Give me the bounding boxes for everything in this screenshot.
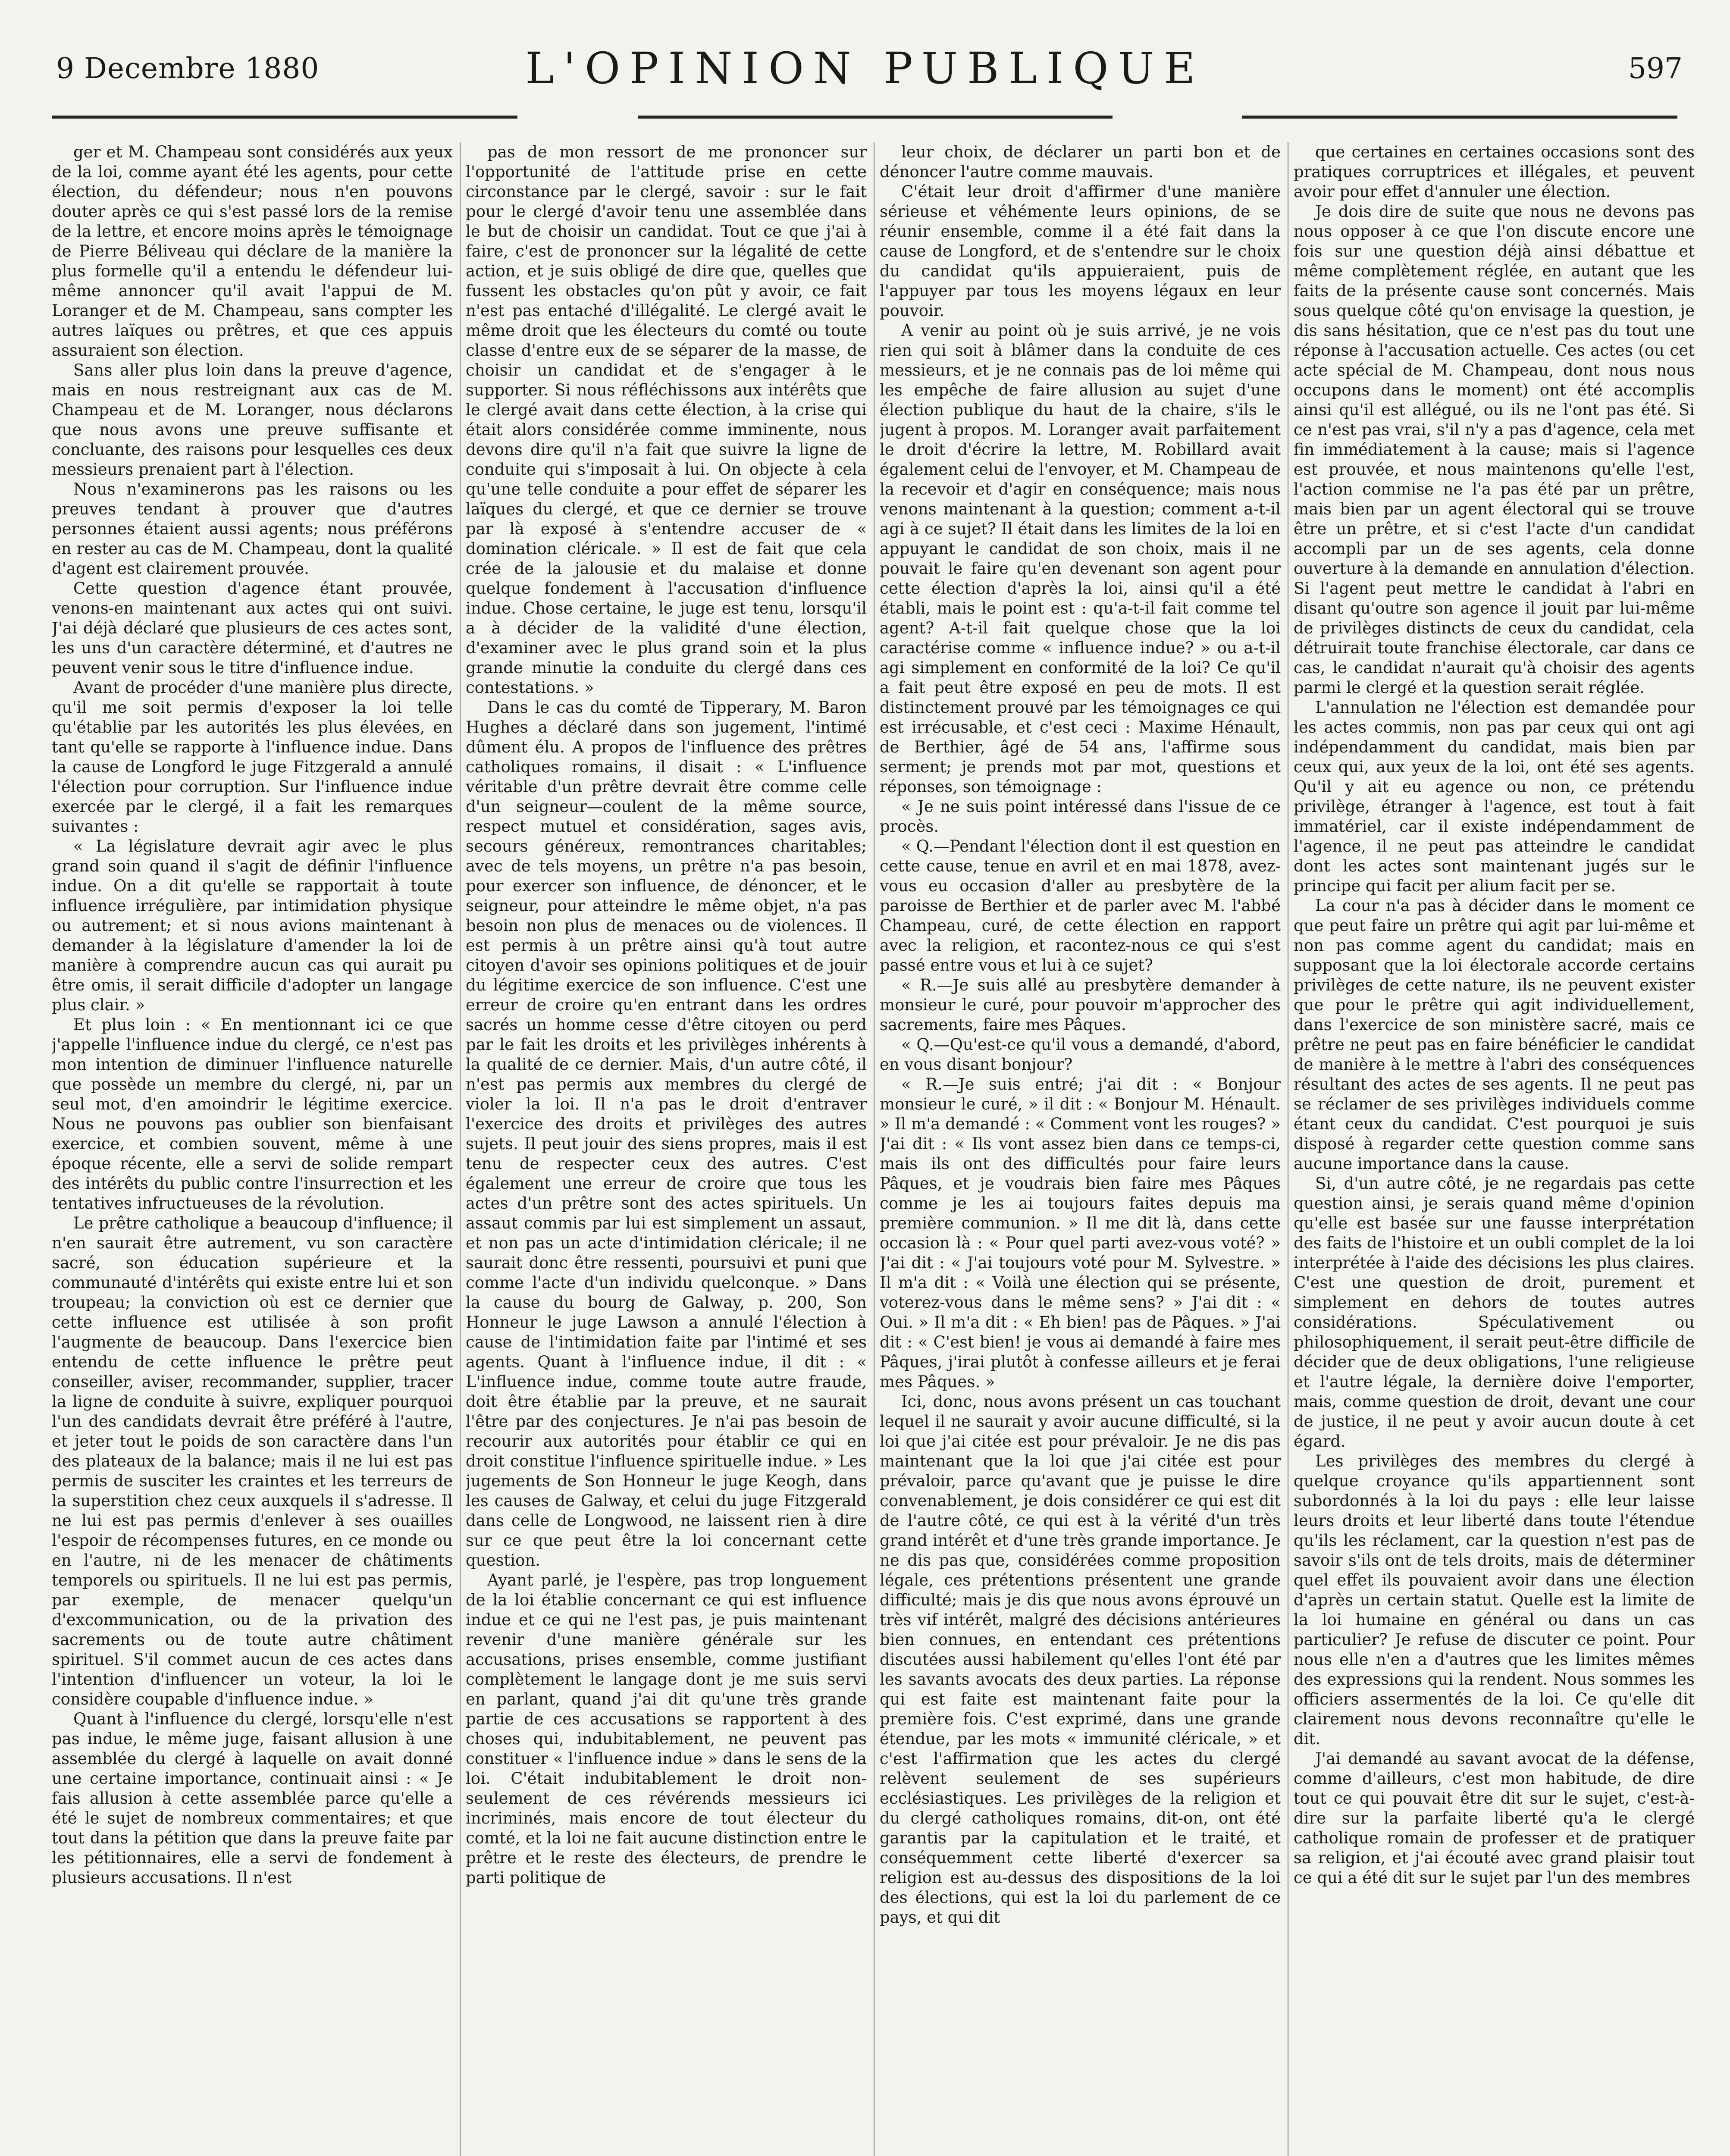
paragraph: A venir au point où je suis arrivé, je ne vois rien qui soit à blâmer dans la conduite de ces messieurs, et je ne connais pas de loi même qui les empêche de faire allusion au sujet d'une élection publique du haut de la chaire, s'ils le jugent à propos. M. Loranger avait parfaitement le droit d'écrire la lettre, M. Robillard avait également celui de l'envoyer, et M. Champeau de la recevoir et d'agir en conséquence; mais nous venons maintenant à la question; comment a-t-il agi à ce sujet? Il était dans les limites de la loi en appuyant le candidat de son choix, mais il ne pouvait le faire qu'en devenant son agent pour cette élection d'après la loi, ainsi qu'il a été établi, mais le point est : qu'a-t-il fait comme tel agent? A-t-il fait quelque chose que la loi caractérise comme « influence indue? » ou a-t-il agi simplement en conformité de la loi? Ce qu'il a fait peut être exposé en peu de mots. Il est distinctement prouvé par les témoignages ce qui est irrécusable, et c'est ceci : Maxime Hénault, de Berthier, âgé de 54 ans, l'affirme sous serment; je prends mot par mot, questions et réponses, son témoignage : <box>880 321 1281 796</box>
paragraph: La cour n'a pas à décider dans le moment ce que peut faire un prêtre qui agit par lui-même et non pas comme agent du candidat; mais en supposant que la loi électorale accorde certains privilèges de cette nature, ils ne peuvent exister que pour le prêtre qui agit individuellement, dans l'exercice de son ministère sacré, mais ce prêtre ne peut pas en faire bénéficier le candidat de manière à le mettre à l'abri des conséquences résultant des actes de ses agents. Il ne peut pas se réclamer de ses privilèges individuels comme étant ceux du candidat. C'est pourquoi je suis disposé à regarder cette question comme sans aucune importance dans la cause. <box>1294 896 1695 1173</box>
text-column-1 <box>52 142 453 2156</box>
paragraph: J'ai demandé au savant avocat de la défense, comme d'ailleurs, c'est mon habitude, de dire tout ce qui pouvait être dit sur le sujet, c'est-à-dire sur la parfaite liberté qu'a le clergé catholique romain de professer et de pratiquer sa religion, et j'ai écouté avec grand plaisir tout ce qui a été dit sur le sujet par l'un des membres <box>1294 1749 1695 1887</box>
paragraph: « La législature devrait agir avec le plus grand soin quand il s'agit de définir l'influence indue. On a dit qu'elle se rapportait à toute influence irrégulière, par intimidation physique ou autrement; et si nous avions maintenant à demander à la législature d'amender la loi de manière à comprendre aucun cas qui aurait pu être omis, il serait difficile d'adopter un langage plus clair. » <box>52 837 453 1014</box>
column-divider <box>460 142 461 2156</box>
page-number: 597 <box>1628 52 1683 85</box>
page-header <box>0 0 1730 116</box>
paragraph: « Q.—Pendant l'élection dont il est question en cette cause, tenue en avril et en mai 1878, avez-vous eu occasion d'aller au presbytère de la paroisse de Berthier et de parler avec M. l'abbé Champeau, curé, de cette élection en rapport avec la religion, et racontez-nous ce qui s'est passé entre vous et lui à ce sujet? <box>880 837 1281 975</box>
paragraph: leur choix, de déclarer un parti bon et de dénoncer l'autre comme mauvais. <box>880 143 1281 181</box>
issue-date: 9 Decembre 1880 <box>56 52 320 85</box>
paragraph: « R.—Je suis entré; j'ai dit : « Bonjour monsieur le curé, » il dit : « Bonjour M. Hénault. » Il m'a demandé : « Comment vont les rouges? » J'ai dit : « Ils vont assez bien dans ce temps-ci, mais ils ont des difficultés pour faire leurs Pâques, et je voudrais bien faire mes Pâques comme je les ai toujours faites depuis ma première communion. » Il me dit là, dans cette occasion là : « Pour quel parti avez-vous voté? » J'ai dit : « J'ai toujours voté pour M. Sylvestre. » Il m'a dit : « Voilà une élection qui se présente, voterez-vous dans le même sens? » J'ai dit : « Oui. » Il m'a dit : « Eh bien! pas de Pâques. » J'ai dit : « C'est bien! je vous ai demandé à faire mes Pâques, j'irai plutôt à confesse ailleurs et je ferai mes Pâques. » <box>880 1075 1281 1391</box>
paragraph: ger et M. Champeau sont considérés aux yeux de la loi, comme ayant été les agents, pour cette élection, du défendeur; nous n'en pouvons douter après ce qui s'est passé lors de la remise de la lettre, et encore moins après le témoignage de Pierre Béliveau qui déclare de la manière la plus formelle qu'il a entendu le défendeur lui-même annoncer qu'il avait l'appui de M. Loranger et de M. Champeau, sans compter les autres laïques ou prêtres, et que ces appuis assuraient son élection. <box>52 143 453 360</box>
paragraph: Nous n'examinerons pas les raisons ou les preuves tendant à prouver que d'autres personnes étaient aussi agents; nous préférons en rester au cas de M. Champeau, dont la qualité d'agent est clairement prouvée. <box>52 480 453 578</box>
paragraph: Dans le cas du comté de Tipperary, M. Baron Hughes a déclaré dans son jugement, l'intimé dûment élu. A propos de l'influence des prêtres catholiques romains, il disait : « L'influence véritable d'un prêtre devrait être comme celle d'un seigneur—coulent de la même source, respect mutuel et considération, sages avis, secours généreux, remontrances charitables; avec de tels moyens, un prêtre n'a pas besoin, pour exercer son influence, de dénoncer, et le seigneur, pour atteindre le même objet, n'a pas besoin non plus de menaces ou de violences. Il est permis à un prêtre ainsi qu'à tout autre citoyen d'avoir ses opinions politiques et de jouir du légitime exercice de son influence. C'est une erreur de croire qu'en entrant dans les ordres sacrés un homme cesse d'être citoyen ou perd par le fait les droits et les privilèges inhérents à la qualité de ce dernier. Mais, d'un autre côté, il n'est pas permis aux membres du clergé de violer la loi. Il n'a pas le droit d'entraver l'exercice des droits et privilèges des autres sujets. Il peut jouir des siens propres, mais il est tenu de respecter ceux des autres. C'est également une erreur de croire que tous les actes d'un prêtre sont des actes spirituels. Un assaut commis par lui est simplement un assaut, et non pas un acte d'intimidation cléricale; il ne saurait donc être ressenti, poursuivi et puni que comme l'acte d'un individu quelconque. » Dans la cause du bourg de Galway, p. 200, Son Honneur le juge Lawson a annulé l'élection à cause de l'intimidation faite par l'intimé et ses agents. Quant à l'influence indue, il dit : « L'influence indue, comme toute autre fraude, doit être établie par la preuve, et ne saurait l'être par des conjectures. Je n'ai pas besoin de recourir aux autorités pour établir ce qui en droit constitue l'influence spirituelle indue. » Les jugements de Son Honneur le juge Keogh, dans les causes de Galway, et celui du juge Fitzgerald dans celle de Longwood, ne laissent rien à dire sur ce que peut être la loi concernant cette question. <box>466 698 867 1570</box>
paragraph: Et plus loin : « En mentionnant ici ce que j'appelle l'influence indue du clergé, ce n'est pas mon intention de diminuer l'influence naturelle que possède un membre du clergé, ni, par un seul mot, d'en amoindrir le légitime exercice. Nous ne pouvons pas oublier son bienfaisant exercice, et combien souvent, même à une époque récente, elle a servi de solide rempart des intérêts du public contre l'insurrection et les tentatives infructueuses de la révolution. <box>52 1015 453 1213</box>
text-column-3 <box>880 142 1281 2156</box>
paragraph: Les privilèges des membres du clergé à quelque croyance qu'ils appartiennent sont subordonnés à la loi du pays : elle leur laisse leurs droits et leur liberté dans toute l'étendue qu'ils les réclament, car la question n'est pas de savoir s'ils ont de tels droits, mais de déterminer quel effet ils pouvaient avoir dans une élection d'après un certain statut. Quelle est la limite de la loi humaine en général ou dans un cas particulier? Je refuse de discuter ce point. Pour nous elle n'en a d'autres que les limites mêmes des expressions qui la rendent. Nous sommes les officiers assermentés de la loi. Ce qu'elle dit clairement nous devons reconnaître qu'elle le dit. <box>1294 1452 1695 1748</box>
text-column-4 <box>1294 142 1695 2156</box>
paragraph: que certaines en certaines occasions sont des pratiques corruptrices et illégales, et peuvent avoir pour effet d'annuler une élection. <box>1294 143 1695 201</box>
paragraph: L'annulation ne l'élection est demandée pour les actes commis, non pas par ceux qui ont agi indépendamment du candidat, mais bien par ceux qui, aux yeux de la loi, ont été ses agents. Qu'il y ait eu agence ou non, ce prétendu privilège, étranger à l'agence, est tout à fait immatériel, car il existe indépendamment de l'agence, il ne peut pas atteindre le candidat dont les actes sont maintenant jugés sur le principe qui facit per alium facit per se. <box>1294 698 1695 895</box>
paragraph: Si, d'un autre côté, je ne regardais pas cette question ainsi, je serais quand même d'opinion qu'elle est basée sur une fausse interprétation des faits de l'histoire et un oubli complet de la loi interprétée à l'aide des décisions les plus claires. C'est une question de droit, purement et simplement en dehors de toutes autres considérations. Spéculativement ou philosophiquement, il serait peut-être difficile de décider que de deux obligations, l'une religieuse et l'autre légale, la dernière doive l'emporter, mais, comme question de droit, devant une cour de justice, il ne peut y avoir aucun doute à cet égard. <box>1294 1174 1695 1451</box>
paragraph: Avant de procéder d'une manière plus directe, qu'il me soit permis d'exposer la loi telle qu'établie par les autorités les plus élevées, en tant qu'elle se rapporte à l'influence indue. Dans la cause de Longford le juge Fitzgerald a annulé l'élection pour corruption. Sur l'influence indue exercée par le clergé, il a fait les remarques suivantes : <box>52 678 453 836</box>
paragraph: Ayant parlé, je l'espère, pas trop longuement de la loi établie concernant ce qui est influence indue et ce qui ne l'est pas, je puis maintenant revenir d'une manière générale sur les accusations, prises ensemble, comme justifiant complètement le langage dont je me suis servi en parlant, quand j'ai dit qu'une très grande partie de ces accusations se rapportent à des choses qui, indubitablement, ne peuvent pas constituer « l'influence indue » dans le sens de la loi. C'était indubitablement le droit non-seulement de ces révérends messieurs ici incriminés, mais encore de tout électeur du comté, et la loi ne fait aucune distinction entre le prêtre et le reste des électeurs, de prendre le parti politique de <box>466 1571 867 1887</box>
paragraph: « Q.—Qu'est-ce qu'il vous a demandé, d'abord, en vous disant bonjour? <box>880 1035 1281 1074</box>
text-column-2 <box>466 142 867 2156</box>
header-rule-left <box>52 116 517 119</box>
header-rule-center <box>638 116 1113 119</box>
paragraph: Quant à l'influence du clergé, lorsqu'elle n'est pas indue, le même juge, faisant allusion à une assemblée du clergé à laquelle on avait donné une certaine importance, continuait ainsi : « Je fais allusion à cette assemblée parce qu'elle a été le sujet de nombreux commentaires; et que tout dans la pétition que dans la preuve faite par les pétitionnaires, elle a servi de fondement à plusieurs accusations. Il n'est <box>52 1710 453 1887</box>
paragraph: Cette question d'agence étant prouvée, venons-en maintenant aux actes qui ont suivi. J'ai déjà déclaré que plusieurs de ces actes sont, les uns d'un caractère déterminé, et d'autres ne peuvent venir sous le titre d'influence indue. <box>52 579 453 677</box>
newspaper-title: L'OPINION PUBLIQUE <box>525 43 1205 94</box>
article-body <box>52 142 1695 2156</box>
paragraph: C'était leur droit d'affirmer d'une manière sérieuse et véhémente leurs opinions, de se réunir ensemble, comme il a été fait dans la cause de Longford, et de s'entendre sur le choix du candidat qu'ils appuieraient, puis de l'appuyer par tous les moyens légaux en leur pouvoir. <box>880 182 1281 320</box>
paragraph: Le prêtre catholique a beaucoup d'influence; il n'en saurait être autrement, vu son caractère sacré, son éducation supérieure et la communauté d'intérêts qui existe entre lui et son troupeau; la conviction où est ce dernier que cette influence est utilisée à son profit l'augmente de beaucoup. Dans l'exercice bien entendu de cette influence le prêtre peut conseiller, aviser, recommander, supplier, tracer la ligne de conduite à suivre, expliquer pourquoi l'un des candidats devrait être préféré à l'autre, et jeter tout le poids de son caractère dans l'un des plateaux de la balance; mais il ne lui est pas permis de susciter les craintes et les terreurs de la superstition chez ceux auxquels il s'adresse. Il ne lui est pas permis d'enlever à ses ouailles l'espoir de récompenses futures, en ce monde ou en l'autre, ni de les menacer de châtiments temporels ou spirituels. Il ne lui est pas permis, par exemple, de menacer quelqu'un d'excommunication, ou de la privation des sacrements ou de toute autre châtiment spirituel. S'il commet aucun de ces actes dans l'intention d'influencer un voteur, la loi le considère coupable d'influence indue. » <box>52 1214 453 1708</box>
header-rule-right <box>1242 116 1677 119</box>
paragraph: Sans aller plus loin dans la preuve d'agence, mais en nous restreignant aux cas de M. Champeau et de M. Loranger, nous déclarons que nous avons une preuve suffisante et concluante, des raisons pour lesquelles ces deux messieurs prenaient part à l'élection. <box>52 361 453 479</box>
paragraph: « Je ne suis point intéressé dans l'issue de ce procès. <box>880 797 1281 836</box>
paragraph: Ici, donc, nous avons présent un cas touchant lequel il ne saurait y avoir aucune difficulté, si la loi que j'ai citée est pour prévaloir. Je ne dis pas maintenant que la loi que j'ai citée est pour prévaloir, parce qu'avant que je puisse le dire convenablement, je dois considérer ce qui est dit de l'autre côté, ce qui est à la vérité d'un très grand intérêt et d'une très grande importance. Je ne dis pas que, considérées comme proposition légale, ces prétentions présentent une grande difficulté; mais je dis que nous avons éprouvé un très vif intérêt, malgré des décisions antérieures bien connues, en entendant ces prétentions discutées aussi habilement qu'elles l'ont été par les savants avocats des deux parties. La réponse qui est faite est maintenant faite pour la première fois. C'est exprimé, dans une grande étendue, par les mots « immunité cléricale, » et c'est l'affirmation que les actes du clergé relèvent seulement de ses supérieurs ecclésiastiques. Les privilèges de la religion et du clergé catholiques romains, dit-on, ont été garantis par la capitulation et le traité, et conséquemment cette liberté d'exercer sa religion est au-dessus des dispositions de la loi des élections, qui est la loi du parlement de ce pays, et qui dit <box>880 1392 1281 1927</box>
paragraph: « R.—Je suis allé au presbytère demander à monsieur le curé, pour pouvoir m'approcher des sacrements, faire mes Pâques. <box>880 976 1281 1034</box>
paragraph: Je dois dire de suite que nous ne devons pas nous opposer à ce que l'on discute encore une fois sur une question déjà ainsi débattue et même complètement réglée, en autant que les faits de la présente cause sont concernés. Mais sous quelque côté qu'on envisage la question, je dis sans hésitation, que ce n'est pas du tout une réponse à l'accusation actuelle. Ces actes (ou cet acte spécial de M. Champeau, dont nous nous occupons dans le moment) ont été accomplis ainsi qu'il est allégué, ou ils ne l'ont pas été. Si ce n'est pas vrai, s'il n'y a pas d'agence, cela met fin immédiatement à la cause; mais si l'agence est prouvée, et nous maintenons qu'elle l'est, l'action commise ne l'a pas été par un prêtre, mais bien par un agent électoral qui se trouve être un prêtre, et si c'est l'acte d'un candidat accompli par un de ses agents, cela donne ouverture à la demande en annulation d'élection. Si l'agent peut mettre le candidat à l'abri en disant qu'outre son agence il jouit par lui-même de privilèges distincts de ceux du candidat, cela détruirait toute franchise électorale, car dans ce cas, le candidat n'aurait qu'à choisir des agents parmi le clergé et la question serait réglée. <box>1294 202 1695 697</box>
paragraph: pas de mon ressort de me prononcer sur l'opportunité de l'attitude prise en cette circonstance par le clergé, savoir : sur le fait pour le clergé d'avoir tenu une assemblée dans le but de choisir un candidat. Tout ce que j'ai à faire, c'est de prononcer sur la légalité de cette action, et je suis obligé de dire que, quelles que fussent les obstacles qu'on pût y avoir, ce fait n'est pas entaché d'illégalité. Le clergé avait le même droit que les électeurs du comté ou toute classe d'entre eux de se séparer de la masse, de choisir un candidat et de s'engager à le supporter. Si nous réfléchissons aux intérêts que le clergé avait dans cette élection, à la crise qui était alors considérée comme imminente, nous devons dire qu'il n'a fait que suivre la ligne de conduite qui s'imposait à lui. On objecte à cela qu'une telle conduite a pour effet de séparer les laïques du clergé, et que ce dernier se trouve par là exposé à s'entendre accuser de « domination cléricale. » Il est de fait que cela crée de la jalousie et du malaise et donne quelque fondement à l'accusation d'influence indue. Chose certaine, le juge est tenu, lorsqu'il a à décider de la validité d'une élection, d'examiner avec le plus grand soin et la plus grande minutie la conduite du clergé dans ces contestations. » <box>466 143 867 697</box>
